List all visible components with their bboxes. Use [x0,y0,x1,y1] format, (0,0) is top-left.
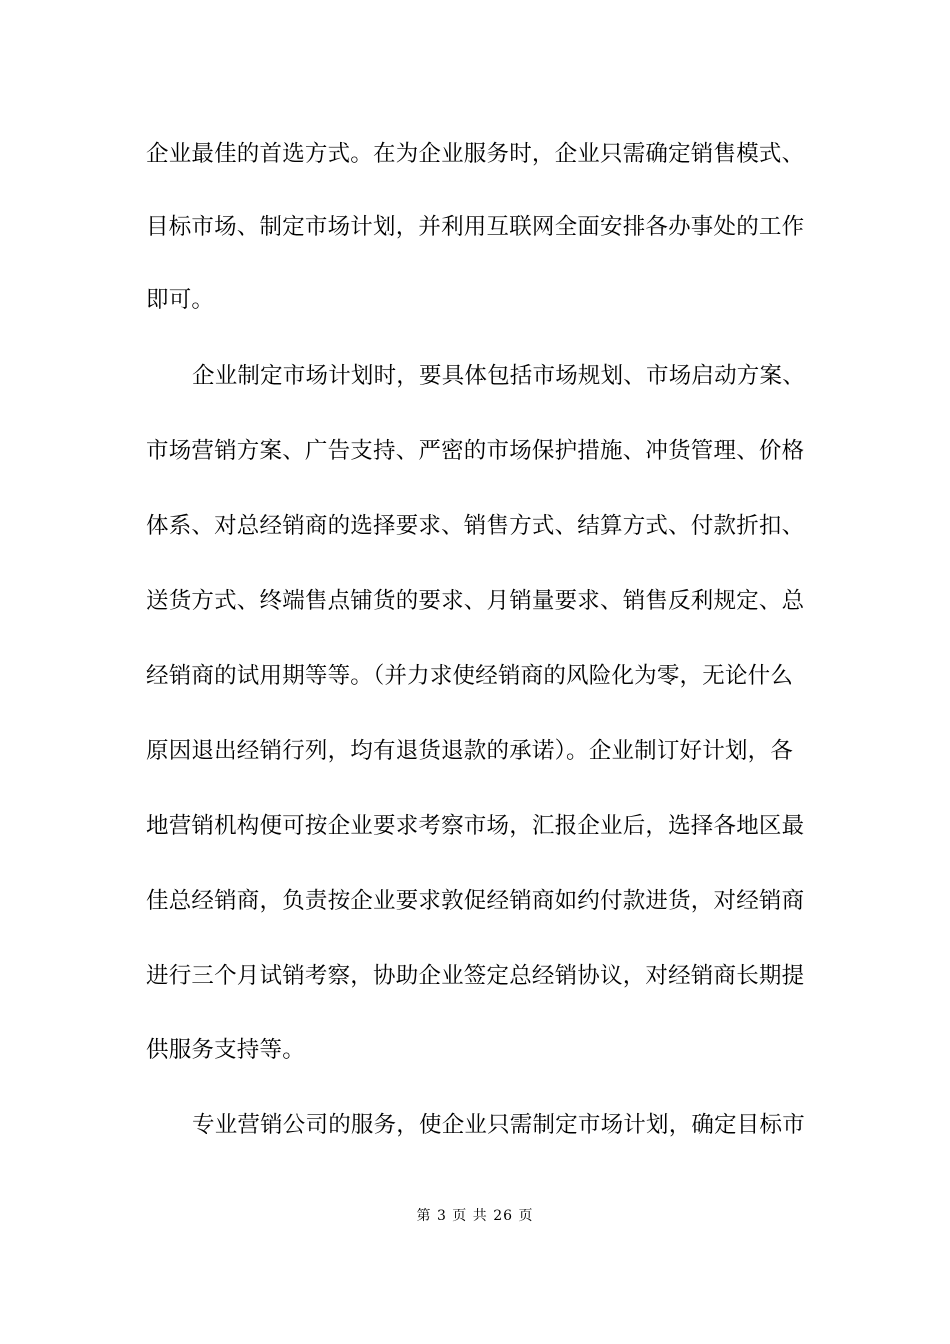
text-line: 供服务支持等。 [146,1037,305,1063]
text-line: 送货方式、终端售点铺货的要求、月销量要求、销售反利规定、总 [146,588,805,614]
text-line: 企业制定市场计划时，要具体包括市场规划、市场启动方案、 [192,363,805,389]
text-line: 市场营销方案、广告支持、严密的市场保护措施、冲货管理、价格 [146,438,805,464]
text-line: 原因退出经销行列，均有退货退款的承诺）。企业制订好计划，各 [146,738,794,764]
text-line: 企业最佳的首选方式。在为企业服务时，企业只需确定销售模式、 [146,141,805,167]
text-line: 专业营销公司的服务，使企业只需制定市场计划，确定目标市 [192,1112,805,1138]
text-line: 经销商的试用期等等。（并力求使经销商的风险化为零，无论什么 [146,663,794,689]
text-line: 即可。 [146,287,215,313]
page-footer: 第 3 页 共 26 页 [416,1208,534,1224]
text-line: 地营销机构便可按企业要求考察市场，汇报企业后，选择各地区最 [146,813,805,839]
text-line: 进行三个月试销考察，协助企业签定总经销协议，对经销商长期提 [146,963,805,989]
text-line: 体系、对总经销商的选择要求、销售方式、结算方式、付款折扣、 [146,513,805,539]
text-line: 佳总经销商，负责按企业要求敦促经销商如约付款进货，对经销商 [146,888,805,914]
text-line: 目标市场、制定市场计划，并利用互联网全面安排各办事处的工作 [146,214,805,240]
